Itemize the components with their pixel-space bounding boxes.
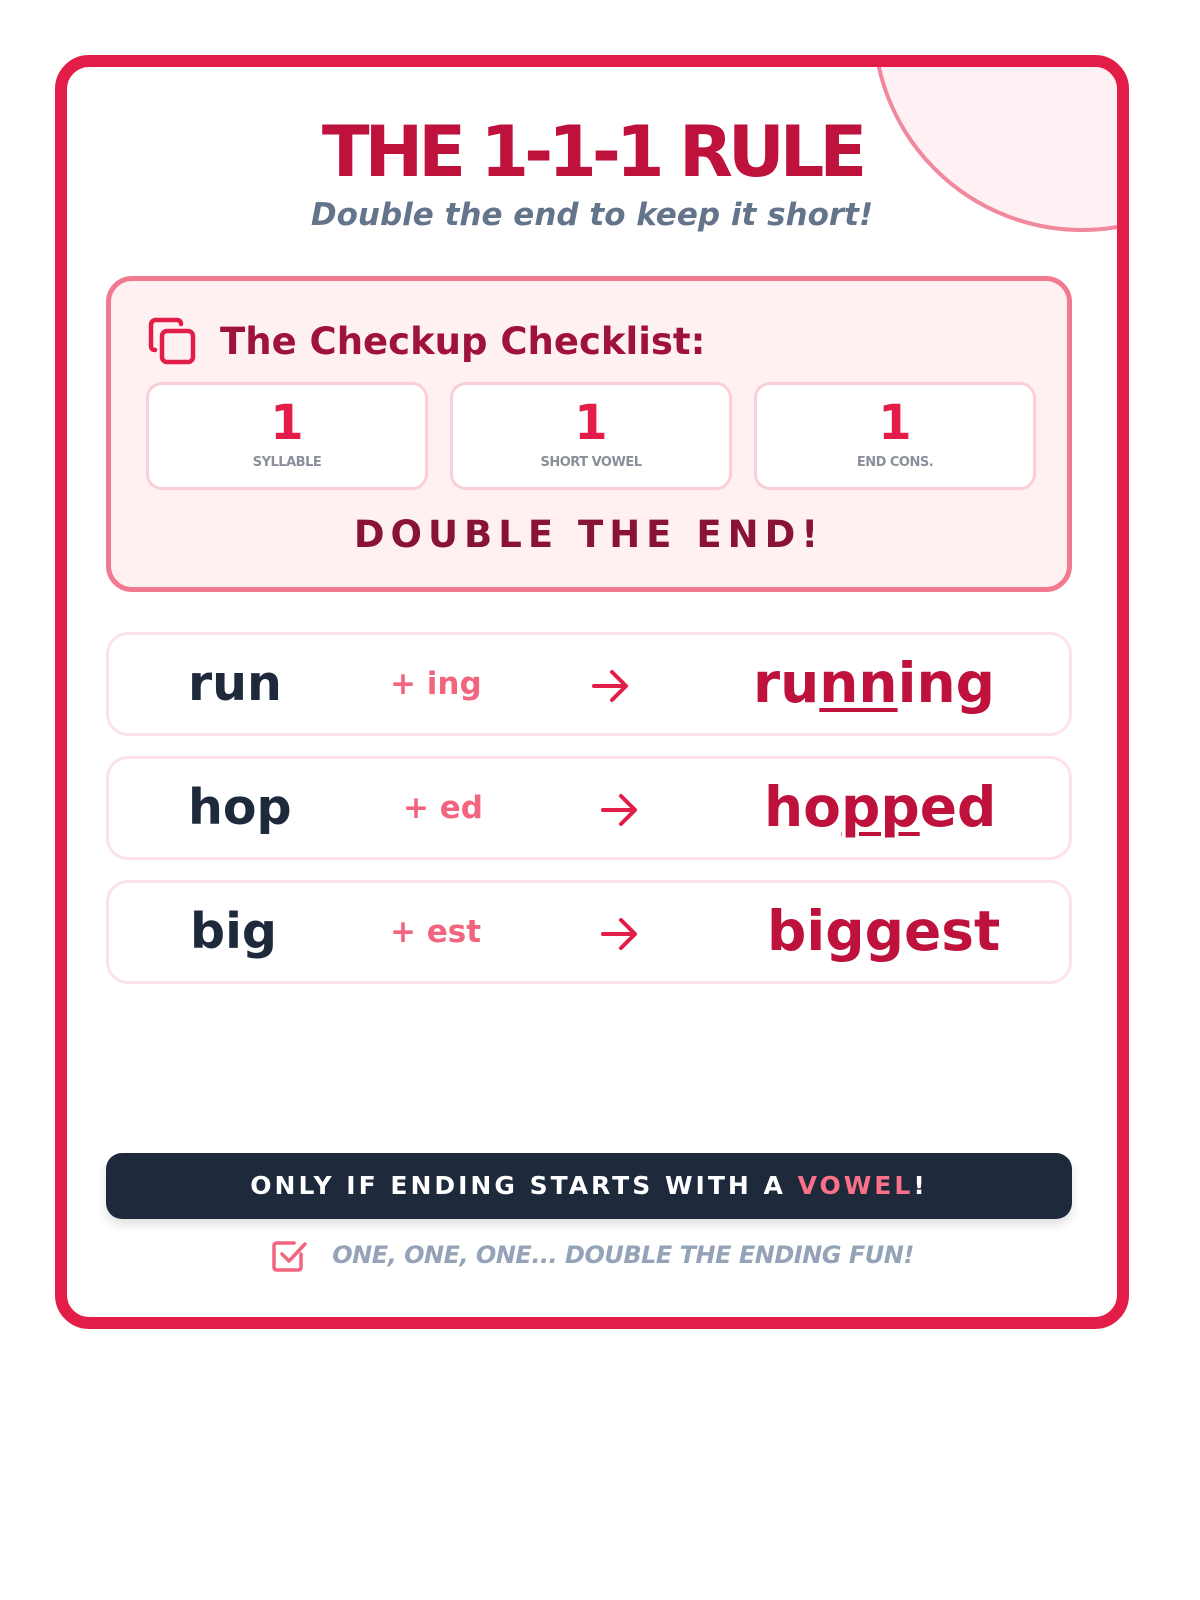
example-suffix: + est bbox=[390, 914, 482, 950]
page-title: THE 1-1-1 RULE bbox=[321, 111, 863, 193]
result-doubled-letters: pp bbox=[840, 775, 920, 839]
page-subtitle: Double the end to keep it short! bbox=[310, 197, 874, 233]
example-base-word: run bbox=[188, 655, 282, 712]
checkup-checklist bbox=[106, 276, 1072, 592]
checklist-item-number: 1 bbox=[270, 395, 304, 451]
banner-text: ONLY IF ENDING STARTS WITH A bbox=[250, 1171, 798, 1200]
example-base-word: hop bbox=[188, 779, 292, 836]
example-base-word: big bbox=[190, 903, 277, 960]
result-suffix: est bbox=[903, 899, 1001, 963]
example-row-run bbox=[106, 632, 1072, 736]
arrow-right-icon bbox=[590, 665, 632, 707]
result-suffix: ed bbox=[919, 775, 997, 839]
result-suffix: ing bbox=[897, 651, 995, 715]
footer-text: ONE, ONE, ONE... DOUBLE THE ENDING FUN! bbox=[332, 1241, 914, 1269]
example-suffix: + ing bbox=[390, 666, 482, 702]
result-prefix: ru bbox=[753, 651, 820, 715]
copy-icon bbox=[146, 315, 198, 367]
checklist-item-number: 1 bbox=[574, 395, 608, 451]
example-row-hop bbox=[106, 756, 1072, 860]
checklist-items bbox=[146, 382, 1036, 490]
result-prefix: ho bbox=[764, 775, 841, 839]
checklist-item-short-vowel bbox=[450, 382, 732, 490]
checklist-item-label: END CONS. bbox=[856, 455, 934, 470]
vowel-rule-banner bbox=[106, 1153, 1072, 1219]
banner-suffix: ! bbox=[913, 1171, 928, 1200]
checklist-item-syllable bbox=[146, 382, 428, 490]
example-result-word bbox=[767, 895, 1000, 967]
checklist-item-end-consonant bbox=[754, 382, 1036, 490]
result-doubled-letters: gg bbox=[825, 899, 904, 963]
example-result-word bbox=[764, 771, 996, 843]
example-suffix: + ed bbox=[403, 790, 483, 826]
rule-card bbox=[55, 55, 1129, 1329]
arrow-right-icon bbox=[599, 789, 641, 831]
banner-highlight: VOWEL bbox=[797, 1171, 914, 1200]
example-result-word bbox=[753, 647, 995, 719]
checklist-title: The Checkup Checklist: bbox=[220, 319, 706, 363]
example-row-big bbox=[106, 880, 1072, 984]
checklist-item-label: SYLLABLE bbox=[252, 455, 322, 470]
result-doubled-letters: nn bbox=[819, 651, 898, 715]
arrow-right-icon bbox=[599, 913, 641, 955]
footer bbox=[67, 1235, 1117, 1275]
checklist-item-number: 1 bbox=[878, 395, 912, 451]
checklist-header bbox=[146, 313, 705, 369]
result-prefix: bi bbox=[767, 899, 826, 963]
checklist-conclusion: DOUBLE THE END! bbox=[353, 513, 825, 556]
check-square-icon bbox=[270, 1236, 308, 1274]
checklist-item-label: SHORT VOWEL bbox=[540, 455, 642, 470]
